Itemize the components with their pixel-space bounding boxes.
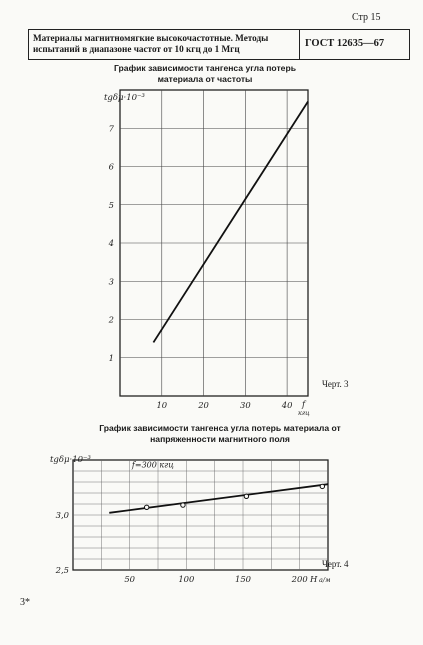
- document-title: Материалы магнитномягкие высокочастотные. Методы испытаний в диапазоне частот от 10 кгц до 1 Мгц: [33, 33, 269, 54]
- chart-1-y-tick-label: 2: [108, 314, 114, 325]
- chart-1-x-tick-label: 40: [281, 400, 293, 410]
- standard-number: ГОСТ 12635—67: [305, 38, 385, 49]
- chart-1-title: График зависимости тангенса угла потерь материала от частоты: [114, 63, 296, 84]
- figure-3-caption: Черт. 3: [322, 379, 349, 389]
- chart-1-x-axis-unit: кгц: [298, 409, 310, 417]
- chart-2-annotation: f=300 кгц: [131, 460, 174, 470]
- chart-2-title: График зависимости тангенса угла потерь материала от напряженности магнитного поля: [99, 423, 341, 444]
- chart-2-data-point: [320, 484, 324, 488]
- chart-2-x-tick-label: 150: [235, 574, 251, 584]
- chart-1-y-axis-label: tgδμ·10⁻³: [104, 93, 145, 103]
- chart-2-x-tick-label: 100: [178, 574, 195, 584]
- chart-1-x-axis-label: f: [302, 399, 306, 409]
- chart-2-data-point: [181, 503, 185, 507]
- chart-2-x-tick-label: 50: [124, 574, 136, 584]
- chart-1-series-line: [153, 101, 308, 342]
- chart-2-x-axis-label: H: [310, 574, 318, 584]
- chart-1-x-tick-label: 20: [198, 400, 209, 410]
- chart-1-y-tick-label: 3: [108, 276, 114, 287]
- chart-2-x-tick-label: 200: [291, 574, 308, 584]
- page-number: Стр 15: [352, 12, 381, 23]
- chart-1-x-tick-label: 30: [239, 400, 251, 410]
- chart-1: [104, 90, 310, 417]
- chart-2: [50, 455, 330, 584]
- chart-1-y-tick-label: 4: [108, 238, 114, 248]
- chart-1-y-tick-label: 5: [108, 199, 114, 210]
- footer-mark: 3*: [20, 597, 30, 608]
- chart-2-y-tick-label: 3,0: [55, 510, 69, 520]
- chart-2-data-point: [144, 505, 148, 509]
- chart-1-y-tick-label: 1: [108, 352, 114, 363]
- chart-2-data-point: [244, 494, 248, 498]
- chart-1-y-tick-label: 6: [108, 161, 114, 172]
- chart-1-y-tick-label: 7: [108, 123, 114, 134]
- figure-4-caption: Черт. 4: [322, 559, 349, 569]
- chart-2-x-axis-unit: а/м: [319, 576, 331, 584]
- chart-2-y-axis-label: tgδμ·10⁻³: [50, 455, 91, 465]
- chart-1-x-tick-label: 10: [156, 400, 168, 410]
- chart-2-series-line: [109, 484, 328, 513]
- chart-2-y-tick-label: 2,5: [55, 565, 69, 575]
